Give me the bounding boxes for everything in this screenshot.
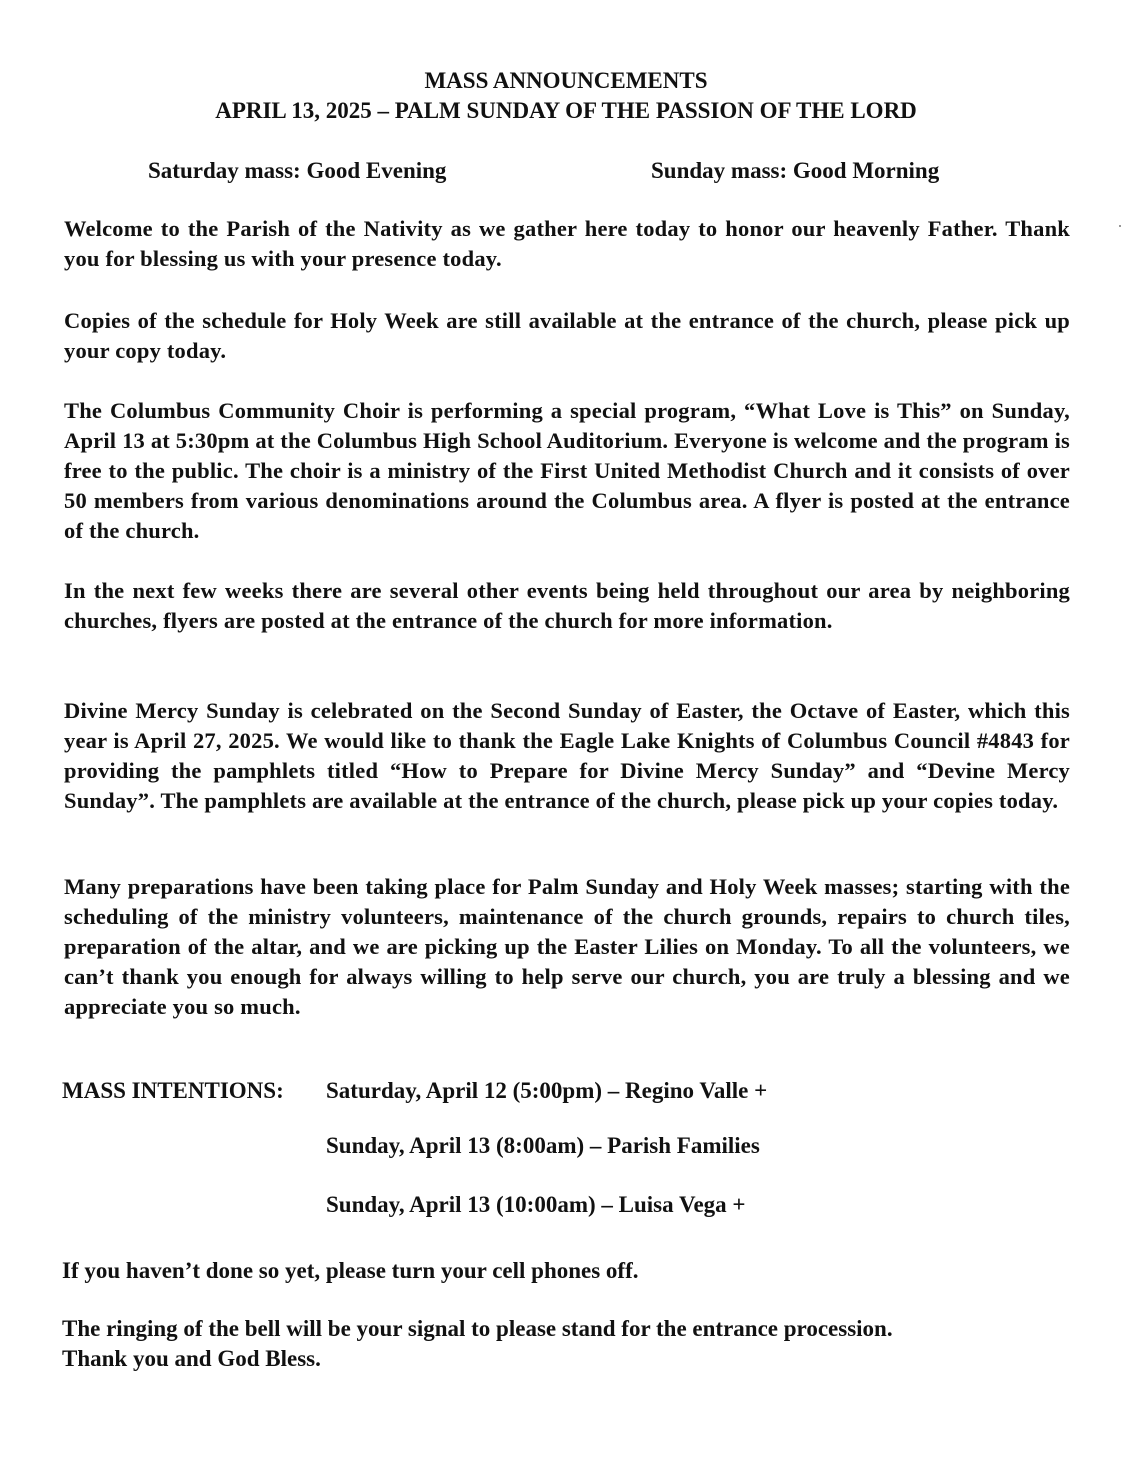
cell-phone-reminder: If you haven’t done so yet, please turn your cell phones off. [62, 1258, 639, 1283]
preparations-paragraph: Many preparations have been taking place for Palm Sunday and Holy Week masses; starting with the scheduling of the ministry volunteers, maintenance of the church grounds, repairs to church tiles, preparation of the altar, and we are picking up the Easter Lilies on Monday. To all the volunteers, we can’t thank you enough for always willing to help serve our church, you are truly a blessing and we appreciate you so much. [64, 874, 1070, 1019]
sunday-greeting: Sunday mass: Good Morning [651, 158, 940, 183]
bell-signal-note: The ringing of the bell will be your signal to please stand for the entrance procession. [62, 1316, 893, 1341]
mass-intention-item: Sunday, April 13 (10:00am) – Luisa Vega + [326, 1192, 746, 1217]
mass-intention-item: Sunday, April 13 (8:00am) – Parish Families [326, 1133, 760, 1158]
mass-intentions-label: MASS INTENTIONS: [62, 1078, 284, 1103]
choir-program-paragraph: The Columbus Community Choir is performing a special program, “What Love is This” on Sunday, April 13 at 5:30pm at the Columbus High School Auditorium. Everyone is welcome and the program is free to the public. The choir is a ministry of the First United Methodist Church and it consists of over 50 members from various denominations around the Columbus area. A flyer is posted at the entrance of the church. [64, 398, 1070, 543]
welcome-paragraph: Welcome to the Parish of the Nativity as we gather here today to honor our heavenly Father. Thank you for blessing us with your presence today. [64, 216, 1070, 271]
divine-mercy-paragraph: Divine Mercy Sunday is celebrated on the Second Sunday of Easter, the Octave of Easter, which this year is April 27, 2025. We would like to thank the Eagle Lake Knights of Columbus Council #4843 for providing the pamphlets titled “How to Prepare for Divine Mercy Sunday” and “Devine Mercy Sunday”. The pamphlets are available at the entrance of the church, please pick up your copies today. [64, 698, 1070, 813]
area-events-paragraph: In the next few weeks there are several other events being held throughout our area by neighboring churches, flyers are posted at the entrance of the church for more information. [64, 578, 1070, 633]
page-subtitle: APRIL 13, 2025 – PALM SUNDAY OF THE PASSION OF THE LORD [215, 98, 917, 123]
page-title: MASS ANNOUNCEMENTS [424, 68, 708, 93]
scan-speck [1119, 225, 1121, 227]
saturday-greeting: Saturday mass: Good Evening [148, 158, 447, 183]
closing-blessing: Thank you and God Bless. [62, 1346, 321, 1371]
holy-week-schedule-paragraph: Copies of the schedule for Holy Week are still available at the entrance of the church, please pick up your copy today. [64, 308, 1070, 363]
mass-intention-item: Saturday, April 12 (5:00pm) – Regino Valle + [326, 1078, 768, 1103]
